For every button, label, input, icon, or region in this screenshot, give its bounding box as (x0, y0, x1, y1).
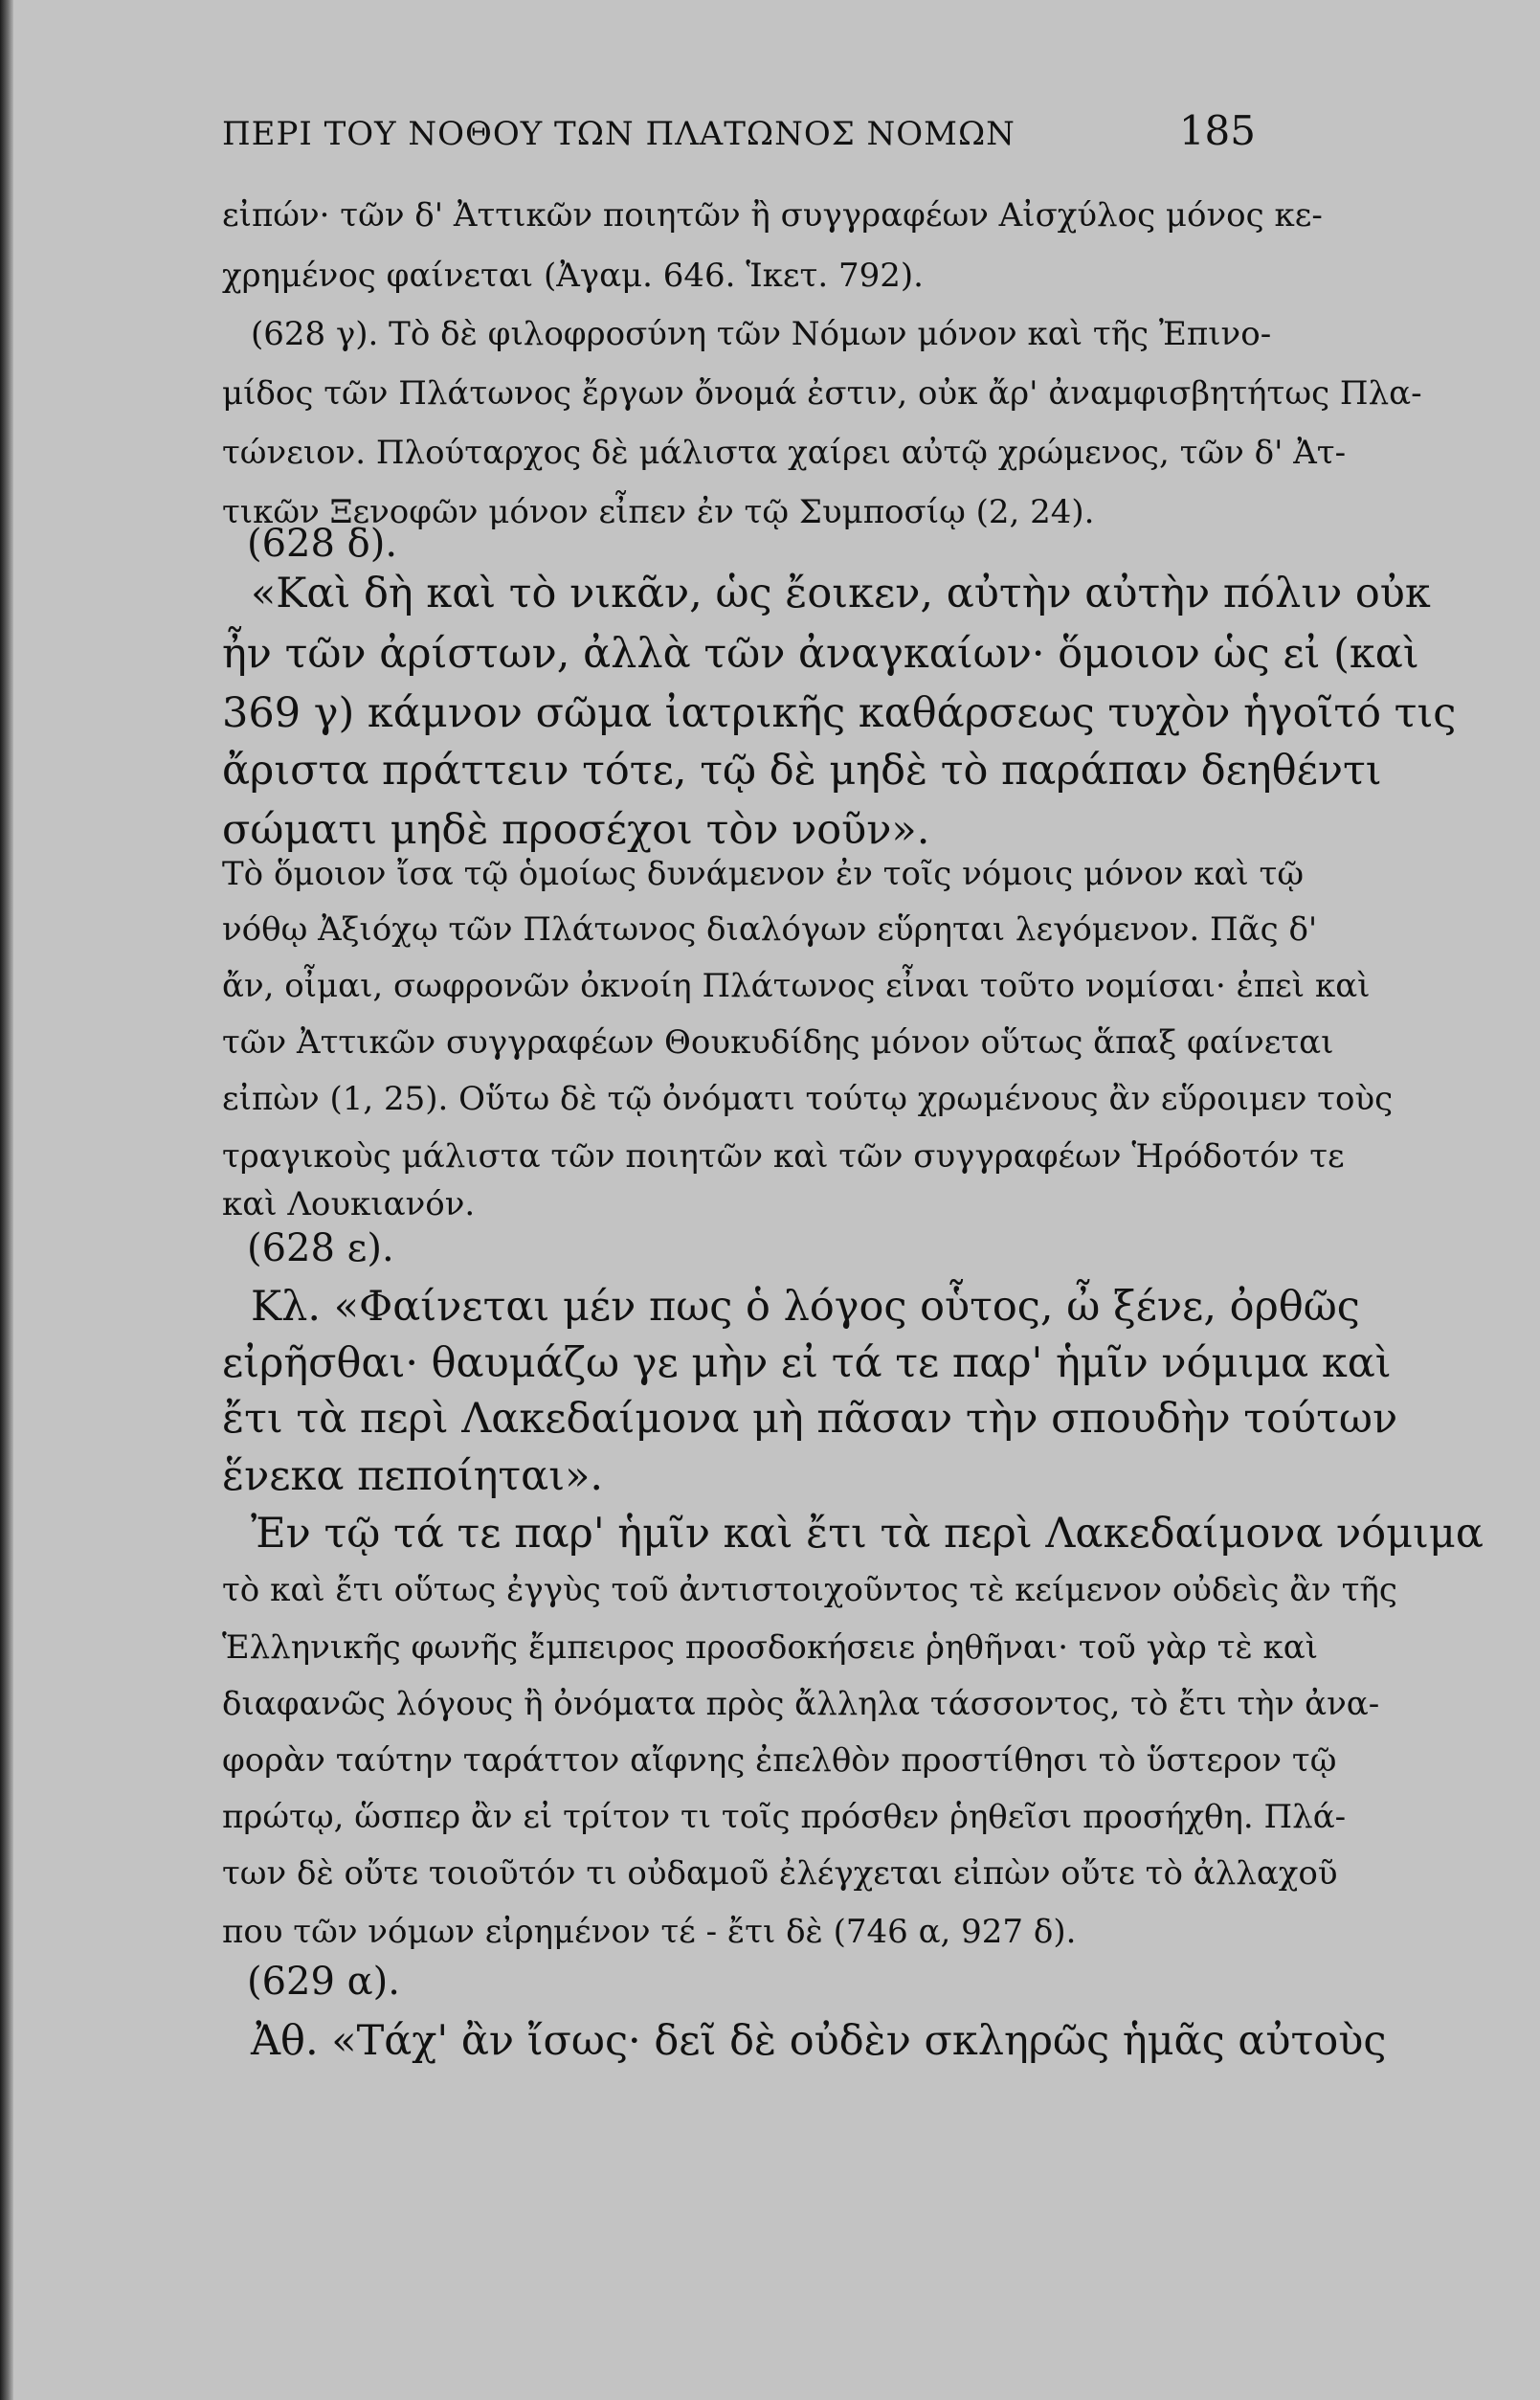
text-line: μίδος τῶν Πλάτωνος ἔργων ὄνομά ἐστιν, οὐκ ἄρ' ἀναμφισβητήτως Πλα- (222, 374, 1422, 413)
text-line: ἄν, οἶμαι, σωφρονῶν ὀκνοίη Πλάτωνος εἶναι τοῦτο νομίσαι· ἐπεὶ καὶ (222, 967, 1371, 1005)
section-marker: (628 ε). (247, 1226, 394, 1270)
section-marker: (628 δ). (247, 522, 398, 566)
text-line: νόθῳ Ἀξιόχῳ τῶν Πλάτωνος διαλόγων εὕρηται λεγόμενον. Πᾶς δ' (222, 910, 1318, 949)
text-line: Ἐν τῷ τά τε παρ' ἡμῖν καὶ ἔτι τὰ περὶ Λακεδαίμονα νόμιμα (251, 1510, 1484, 1558)
text-line: τὸ καὶ ἔτι οὕτως ἐγγὺς τοῦ ἀντιστοιχοῦντος τὲ κείμενον οὐδεὶς ἂν τῆς (222, 1571, 1397, 1609)
text-line: ἄριστα πράττειν τότε, τῷ δὲ μηδὲ τὸ παράπαν δεηθέντι (222, 747, 1382, 795)
text-line: εἰπὼν (1, 25). Οὕτω δὲ τῷ ὀνόματι τούτῳ χρωμένους ἂν εὕροιμεν τοὺς (222, 1080, 1394, 1118)
text-line: Κλ. «Φαίνεται μέν πως ὁ λόγος οὗτος, ὦ ξένε, ὀρθῶς (251, 1283, 1360, 1331)
text-line: τικῶν Ξενοφῶν μόνον εἶπεν ἐν τῷ Συμποσίῳ (2, 24). (222, 493, 1095, 531)
text-line: εἰρῆσθαι· θαυμάζω γε μὴν εἰ τά τε παρ' ἡμῖν νόμιμα καὶ (222, 1339, 1392, 1387)
text-line: τῶν Ἀττικῶν συγγραφέων Θουκυδίδης μόνον οὕτως ἅπαξ φαίνεται (222, 1023, 1334, 1062)
section-marker: (629 α). (247, 1960, 400, 2004)
text-line: Τὸ ὅμοιον ἴσα τῷ ὁμοίως δυνάμενον ἐν τοῖς νόμοις μόνον καὶ τῷ (222, 855, 1305, 893)
text-line: ἦν τῶν ἀρίστων, ἀλλὰ τῶν ἀναγκαίων· ὅμοιον ὡς εἰ (καὶ (222, 630, 1419, 678)
text-line: σώματι μηδὲ προσέχοι τὸν νοῦν». (222, 806, 930, 854)
text-line: που τῶν νόμων εἰρημένον τέ - ἔτι δὲ (746 α, 927 δ). (222, 1913, 1077, 1951)
page-edge-shadow (0, 0, 13, 2400)
running-title: ΠΕΡΙ ΤΟΥ ΝΟΘΟΥ ΤΩΝ ΠΛΑΤΩΝΟΣ ΝΟΜΩΝ (222, 115, 1016, 153)
text-line: Ἑλληνικῆς φωνῆς ἔμπειρος προσδοκήσειε ῥηθῆναι· τοῦ γὰρ τὲ καὶ (222, 1628, 1319, 1667)
text-line: ἕνεκα πεποίηται». (222, 1452, 604, 1500)
text-line: 369 γ) κάμνον σῶμα ἰατρικῆς καθάρσεως τυχὸν ἡγοῖτό τις (222, 689, 1457, 737)
text-line: χρημένος φαίνεται (Ἀγαμ. 646. Ἱκετ. 792). (222, 257, 924, 295)
text-line: (628 γ). Τὸ δὲ φιλοφροσύνη τῶν Νόμων μόνον καὶ τῆς Ἐπινο- (251, 315, 1272, 353)
text-line: «Καὶ δὴ καὶ τὸ νικᾶν, ὡς ἔοικεν, αὐτὴν αὐτὴν πόλιν οὐκ (251, 570, 1431, 617)
text-line: φορὰν ταύτην ταράττον αἴφνης ἐπελθὸν προστίθησι τὸ ὕστερον τῷ (222, 1741, 1337, 1780)
text-line: ἔτι τὰ περὶ Λακεδαίμονα μὴ πᾶσαν τὴν σπουδὴν τούτων (222, 1395, 1398, 1443)
page-header (222, 107, 1256, 165)
text-line: τώνειον. Πλούταρχος δὲ μάλιστα χαίρει αὐτῷ χρώμενος, τῶν δ' Ἀτ- (222, 434, 1347, 472)
text-line: των δὲ οὔτε τοιοῦτόν τι οὐδαμοῦ ἐλέγχεται εἰπὼν οὔτε τὸ ἀλλαχοῦ (222, 1854, 1338, 1893)
text-line: πρώτῳ, ὥσπερ ἂν εἰ τρίτον τι τοῖς πρόσθεν ῥηθεῖσι προσήχθη. Πλά- (222, 1798, 1347, 1836)
page-number: 185 (1178, 107, 1256, 154)
text-line: καὶ Λουκιανόν. (222, 1185, 476, 1223)
text-line: Ἀθ. «Τάχ' ἂν ἴσως· δεῖ δὲ οὐδὲν σκληρῶς ἡμᾶς αὐτοὺς (251, 2017, 1387, 2065)
text-line: διαφανῶς λόγους ἢ ὀνόματα πρὸς ἄλληλα τάσσοντος, τὸ ἔτι τὴν ἀνα- (222, 1685, 1380, 1723)
text-line: εἰπών· τῶν δ' Ἀττικῶν ποιητῶν ἢ συγγραφέων Αἰσχύλος μόνος κε- (222, 196, 1323, 235)
text-line: τραγικοὺς μάλιστα τῶν ποιητῶν καὶ τῶν συγγραφέων Ἡρόδοτόν τε (222, 1137, 1345, 1176)
